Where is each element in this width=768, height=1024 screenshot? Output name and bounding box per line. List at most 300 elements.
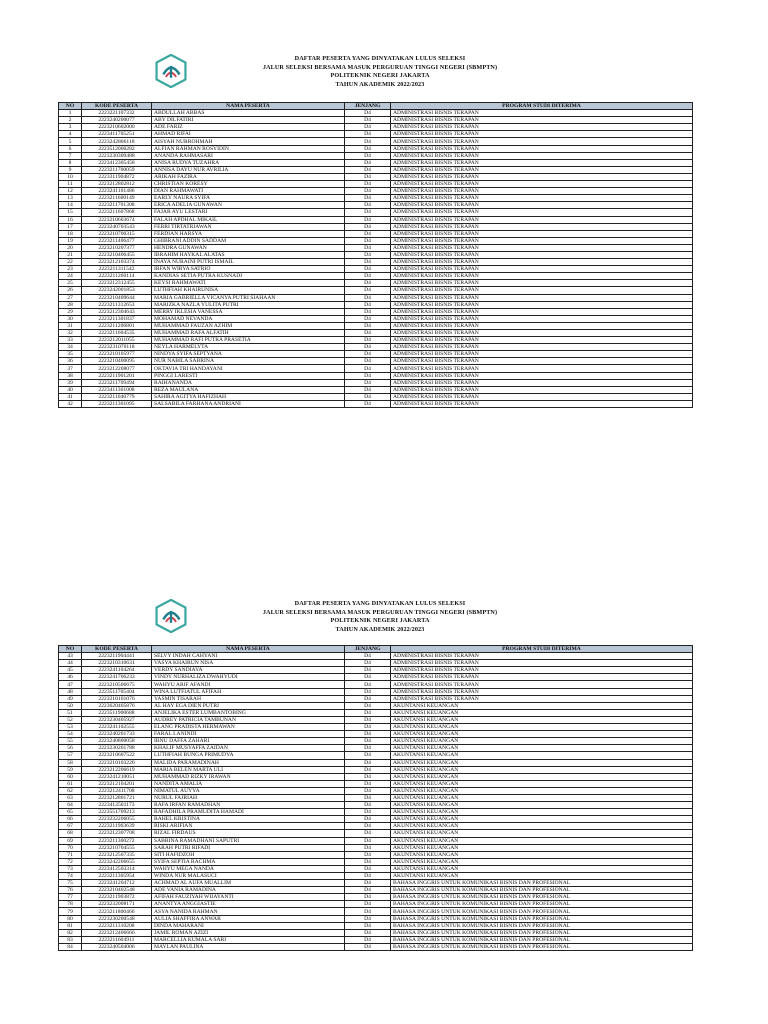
cell-jenjang: D4 — [345, 716, 391, 723]
cell-program-studi: ADMINISTRASI BISNIS TERAPAN — [391, 117, 693, 124]
cell-no: 56 — [59, 745, 82, 752]
cell-nama-peserta: FERDIAN HARSYA — [152, 230, 345, 237]
cell-kode-peserta: 2223211300272 — [82, 837, 152, 844]
table-row — [59, 865, 693, 872]
cell-program-studi: ADMINISTRASI BISNIS TERAPAN — [391, 209, 693, 216]
cell-jenjang: D4 — [345, 330, 391, 337]
table-row — [59, 202, 693, 209]
cell-kode-peserta: 2223242001853 — [82, 287, 152, 294]
cell-jenjang: D4 — [345, 259, 391, 266]
cell-nama-peserta: RAFADHILA PRAMUDITA HAMADI — [152, 809, 345, 816]
cell-jenjang: D4 — [345, 908, 391, 915]
cell-kode-peserta: 2223240200077 — [82, 117, 152, 124]
cell-no: 41 — [59, 393, 82, 400]
table-row — [59, 372, 693, 379]
cell-kode-peserta: 2223242206655 — [82, 858, 152, 865]
table-row — [59, 773, 693, 780]
cell-program-studi: AKUNTANSI KEUANGAN — [391, 823, 693, 830]
cell-no: 26 — [59, 287, 82, 294]
cell-jenjang: D4 — [345, 695, 391, 702]
page-header — [0, 597, 768, 645]
cell-jenjang: D4 — [345, 202, 391, 209]
cell-no: 55 — [59, 738, 82, 745]
cell-program-studi: AKUNTANSI KEUANGAN — [391, 766, 693, 773]
cell-nama-peserta: MERRY IKLESIA VANESSA — [152, 308, 345, 315]
cell-kode-peserta: 2223211903872 — [82, 894, 152, 901]
cell-kode-peserta: 2223411301008 — [82, 386, 152, 393]
cell-no: 19 — [59, 237, 82, 244]
document-page-2 — [0, 597, 768, 950]
cell-program-studi: AKUNTANSI KEUANGAN — [391, 794, 693, 801]
table-body — [59, 110, 693, 408]
cell-kode-peserta: 2223241210051 — [82, 773, 152, 780]
cell-no: 13 — [59, 195, 82, 202]
cell-no: 1 — [59, 110, 82, 117]
column-header-no: NO — [59, 103, 82, 110]
cell-program-studi: BAHASA INGGRIS UNTUK KOMUNIKASI BISNIS DAN PROFESIONAL — [391, 936, 693, 943]
cell-nama-peserta: YASMIN TISARAH — [152, 695, 345, 702]
cell-program-studi: ADMINISTRASI BISNIS TERAPAN — [391, 152, 693, 159]
cell-no: 8 — [59, 159, 82, 166]
cell-kode-peserta: 2223210700315 — [82, 230, 152, 237]
table-row — [59, 273, 693, 280]
document-title-block — [190, 55, 570, 90]
column-header-kode: KODE PESERTA — [82, 646, 152, 653]
cell-program-studi: ADMINISTRASI BISNIS TERAPAN — [391, 337, 693, 344]
table-row — [59, 315, 693, 322]
document-page-1 — [0, 52, 768, 407]
cell-nama-peserta: AL HAY EGA DIEN PUTRI — [152, 702, 345, 709]
cell-no: 40 — [59, 386, 82, 393]
cell-program-studi: ADMINISTRASI BISNIS TERAPAN — [391, 358, 693, 365]
cell-nama-peserta: MUHAMMAD RIZKY IRAWAN — [152, 773, 345, 780]
cell-nama-peserta: MARIA BELEN MARTA ULI — [152, 766, 345, 773]
cell-nama-peserta: ADE VANIA RAMADINA — [152, 887, 345, 894]
cell-program-studi: ADMINISTRASI BISNIS TERAPAN — [391, 223, 693, 230]
cell-nama-peserta: LUTHFIAH KHAIRUNISA — [152, 287, 345, 294]
cell-nama-peserta: HENDRA GUNAWAN — [152, 244, 345, 251]
title-line-3: POLITEKNIK NEGERI JAKARTA — [330, 72, 430, 80]
cell-no: 62 — [59, 787, 82, 794]
cell-nama-peserta: ALFIAN RAHMAN ROSYIDIN — [152, 145, 345, 152]
cell-jenjang: D4 — [345, 936, 391, 943]
cell-jenjang: D4 — [345, 393, 391, 400]
cell-no: 80 — [59, 915, 82, 922]
cell-no: 81 — [59, 922, 82, 929]
table-row — [59, 816, 693, 823]
table-row — [59, 251, 693, 258]
cell-jenjang: D4 — [345, 922, 391, 929]
cell-nama-peserta: IRFAN WIRYA SATRIO — [152, 266, 345, 273]
cell-jenjang: D4 — [345, 117, 391, 124]
cell-nama-peserta: MARIZKA NAZLA YULITA PUTRI — [152, 301, 345, 308]
cell-kode-peserta: 2223412503314 — [82, 865, 152, 872]
table-row — [59, 301, 693, 308]
cell-no: 20 — [59, 244, 82, 251]
cell-program-studi: ADMINISTRASI BISNIS TERAPAN — [391, 280, 693, 287]
cell-nama-peserta: MUHAMMAD RAFI PUTRA PRASETIA — [152, 337, 345, 344]
cell-no: 61 — [59, 780, 82, 787]
table-row — [59, 674, 693, 681]
cell-nama-peserta: SAHIRA AGITYA HAFIZHAH — [152, 393, 345, 400]
cell-kode-peserta: 2223212406666 — [82, 929, 152, 936]
cell-jenjang: D4 — [345, 667, 391, 674]
cell-kode-peserta: 2223210402548 — [82, 887, 152, 894]
cell-jenjang: D4 — [345, 823, 391, 830]
title-line-2: JALUR SELEKSI BERSAMA MASUK PERGURUAN TINGGI NEGERI (SBMPTN) — [262, 608, 498, 616]
cell-program-studi: ADMINISTRASI BISNIS TERAPAN — [391, 688, 693, 695]
table-row — [59, 724, 693, 731]
cell-program-studi: AKUNTANSI KEUANGAN — [391, 738, 693, 745]
page-header — [0, 52, 768, 100]
cell-program-studi: BAHASA INGGRIS UNTUK KOMUNIKASI BISNIS DAN PROFESIONAL — [391, 880, 693, 887]
cell-nama-peserta: RISKI ARIFIAN — [152, 823, 345, 830]
cell-no: 28 — [59, 301, 82, 308]
cell-no: 51 — [59, 709, 82, 716]
table-row — [59, 908, 693, 915]
cell-no: 79 — [59, 908, 82, 915]
cell-program-studi: ADMINISTRASI BISNIS TERAPAN — [391, 138, 693, 145]
cell-jenjang: D4 — [345, 681, 391, 688]
cell-program-studi: ADMINISTRASI BISNIS TERAPAN — [391, 653, 693, 660]
cell-jenjang: D4 — [345, 195, 391, 202]
cell-no: 37 — [59, 365, 82, 372]
cell-no: 64 — [59, 802, 82, 809]
cell-kode-peserta: 2223211311542 — [82, 266, 152, 273]
cell-kode-peserta: 2223210207377 — [82, 244, 152, 251]
table-row — [59, 787, 693, 794]
table-row — [59, 894, 693, 901]
cell-kode-peserta: 2223212104201 — [82, 780, 152, 787]
table-row — [59, 244, 693, 251]
cell-nama-peserta: WINDA NUR MALASUCI — [152, 873, 345, 880]
table-row — [59, 695, 693, 702]
cell-kode-peserta: 2223210704555 — [82, 844, 152, 851]
cell-jenjang: D4 — [345, 110, 391, 117]
cell-nama-peserta: RAHEL KRISTINA — [152, 816, 345, 823]
cell-program-studi: AKUNTANSI KEUANGAN — [391, 802, 693, 809]
cell-program-studi: AKUNTANSI KEUANGAN — [391, 752, 693, 759]
cell-no: 82 — [59, 929, 82, 936]
cell-jenjang: D4 — [345, 181, 391, 188]
table-row — [59, 166, 693, 173]
cell-kode-peserta: 2223411705251 — [82, 131, 152, 138]
cell-nama-peserta: INAYA NURAINI PUTRI ISMAIL — [152, 259, 345, 266]
cell-nama-peserta: MARCELLIA KUMALA SARI — [152, 936, 345, 943]
cell-nama-peserta: LUTHFIAH BUNGA PRIMUDYA — [152, 752, 345, 759]
cell-program-studi: BAHASA INGGRIS UNTUK KOMUNIKASI BISNIS DAN PROFESIONAL — [391, 915, 693, 922]
cell-program-studi: ADMINISTRASI BISNIS TERAPAN — [391, 308, 693, 315]
cell-kode-peserta: 2223212103374 — [82, 259, 152, 266]
cell-jenjang: D4 — [345, 400, 391, 407]
cell-nama-peserta: WAHYU ARIF AFANDI — [152, 681, 345, 688]
cell-nama-peserta: SYIFA SEPTIA RACHMA — [152, 858, 345, 865]
cell-program-studi: ADMINISTRASI BISNIS TERAPAN — [391, 372, 693, 379]
cell-nama-peserta: MOHAMAD NEVANDA — [152, 315, 345, 322]
table-row — [59, 929, 693, 936]
cell-nama-peserta: ANANTYA ANGGIASTIE — [152, 901, 345, 908]
cell-jenjang: D4 — [345, 273, 391, 280]
cell-jenjang: D4 — [345, 731, 391, 738]
cell-nama-peserta: RAIHANANDA — [152, 379, 345, 386]
cell-nama-peserta: IBNU DAFFA ZAHARI — [152, 738, 345, 745]
cell-jenjang: D4 — [345, 358, 391, 365]
cell-kode-peserta: 2223241204712 — [82, 880, 152, 887]
cell-jenjang: D4 — [345, 794, 391, 801]
participants-table — [58, 102, 693, 408]
cell-jenjang: D4 — [345, 773, 391, 780]
cell-kode-peserta: 2223211700059 — [82, 166, 152, 173]
cell-program-studi: AKUNTANSI KEUANGAN — [391, 702, 693, 709]
table-row — [59, 794, 693, 801]
cell-program-studi: AKUNTANSI KEUANGAN — [391, 709, 693, 716]
cell-program-studi: AKUNTANSI KEUANGAN — [391, 830, 693, 837]
table-row — [59, 880, 693, 887]
cell-no: 59 — [59, 766, 82, 773]
table-row — [59, 766, 693, 773]
participants-table — [58, 645, 693, 951]
cell-jenjang: D4 — [345, 780, 391, 787]
cell-program-studi: AKUNTANSI KEUANGAN — [391, 816, 693, 823]
cell-nama-peserta: SALSABILA FARHANA ANDRIANI — [152, 400, 345, 407]
cell-program-studi: ADMINISTRASI BISNIS TERAPAN — [391, 674, 693, 681]
cell-no: 84 — [59, 943, 82, 950]
cell-kode-peserta: 2223231070118 — [82, 344, 152, 351]
table-row — [59, 110, 693, 117]
cell-no: 22 — [59, 259, 82, 266]
cell-kode-peserta: 2223211607868 — [82, 209, 152, 216]
cell-kode-peserta: 2223232008171 — [82, 901, 152, 908]
cell-jenjang: D4 — [345, 365, 391, 372]
cell-jenjang: D4 — [345, 294, 391, 301]
table-row — [59, 702, 693, 709]
cell-no: 48 — [59, 688, 82, 695]
cell-jenjang: D4 — [345, 251, 391, 258]
cell-kode-peserta: 2223511705404 — [82, 688, 152, 695]
cell-no: 42 — [59, 400, 82, 407]
cell-nama-peserta: KEYSI RAHMAWATI — [152, 280, 345, 287]
cell-program-studi: BAHASA INGGRIS UNTUK KOMUNIKASI BISNIS DAN PROFESIONAL — [391, 887, 693, 894]
table-row — [59, 344, 693, 351]
cell-kode-peserta: 2223211310208 — [82, 922, 152, 929]
table-row — [59, 159, 693, 166]
cell-no: 34 — [59, 344, 82, 351]
cell-jenjang: D4 — [345, 844, 391, 851]
cell-nama-peserta: DINDA MAHARANI — [152, 922, 345, 929]
cell-no: 39 — [59, 379, 82, 386]
cell-jenjang: D4 — [345, 322, 391, 329]
cell-nama-peserta: NUR NABILA SABRINA — [152, 358, 345, 365]
cell-jenjang: D4 — [345, 787, 391, 794]
cell-jenjang: D4 — [345, 674, 391, 681]
cell-program-studi: ADMINISTRASI BISNIS TERAPAN — [391, 681, 693, 688]
cell-nama-peserta: SITI HAFIDZOH — [152, 851, 345, 858]
cell-nama-peserta: MAYLAN PAULINA — [152, 943, 345, 950]
cell-kode-peserta: 2223241706233 — [82, 674, 152, 681]
table-row — [59, 209, 693, 216]
title-line-2: JALUR SELEKSI BERSAMA MASUK PERGURUAN TINGGI NEGERI (SBMPTN) — [262, 63, 498, 71]
document-title-block — [190, 600, 570, 635]
table-row — [59, 823, 693, 830]
table-row — [59, 131, 693, 138]
cell-nama-peserta: KHALIF MUSYAFFA ZAIDAN — [152, 745, 345, 752]
cell-jenjang: D4 — [345, 216, 391, 223]
cell-program-studi: AKUNTANSI KEUANGAN — [391, 873, 693, 880]
cell-jenjang: D4 — [345, 315, 391, 322]
table-row — [59, 259, 693, 266]
cell-no: 50 — [59, 702, 82, 709]
table-row — [59, 351, 693, 358]
table-row — [59, 688, 693, 695]
table-row — [59, 759, 693, 766]
table-row — [59, 216, 693, 223]
cell-jenjang: D4 — [345, 880, 391, 887]
cell-program-studi: ADMINISTRASI BISNIS TERAPAN — [391, 251, 693, 258]
cell-program-studi: ADMINISTRASI BISNIS TERAPAN — [391, 124, 693, 131]
cell-kode-peserta: 2223230200548 — [82, 915, 152, 922]
table-row — [59, 653, 693, 660]
cell-no: 67 — [59, 823, 82, 830]
cell-program-studi: ADMINISTRASI BISNIS TERAPAN — [391, 660, 693, 667]
cell-jenjang: D4 — [345, 894, 391, 901]
cell-nama-peserta: AISYAH NURROHMAH — [152, 138, 345, 145]
cell-kode-peserta: 2223412305458 — [82, 159, 152, 166]
cell-nama-peserta: SARAH PUTRI RIFADI — [152, 844, 345, 851]
cell-jenjang: D4 — [345, 816, 391, 823]
column-header-kode: KODE PESERTA — [82, 103, 152, 110]
cell-jenjang: D4 — [345, 223, 391, 230]
table-row — [59, 887, 693, 894]
cell-no: 9 — [59, 166, 82, 173]
cell-no: 21 — [59, 251, 82, 258]
table-row — [59, 181, 693, 188]
cell-kode-peserta: 2223212802812 — [82, 181, 152, 188]
cell-no: 66 — [59, 816, 82, 823]
cell-kode-peserta: 2223240800058 — [82, 738, 152, 745]
cell-program-studi: ADMINISTRASI BISNIS TERAPAN — [391, 365, 693, 372]
cell-no: 5 — [59, 138, 82, 145]
table-row — [59, 752, 693, 759]
table-row — [59, 844, 693, 851]
cell-kode-peserta: 2223210105977 — [82, 351, 152, 358]
cell-jenjang: D4 — [345, 145, 391, 152]
cell-no: 27 — [59, 294, 82, 301]
cell-program-studi: AKUNTANSI KEUANGAN — [391, 865, 693, 872]
cell-no: 31 — [59, 322, 82, 329]
table-row — [59, 358, 693, 365]
cell-jenjang: D4 — [345, 308, 391, 315]
table-body — [59, 653, 693, 951]
cell-kode-peserta: 2223212411708 — [82, 787, 152, 794]
cell-program-studi: AKUNTANSI KEUANGAN — [391, 837, 693, 844]
cell-kode-peserta: 2223211305954 — [82, 873, 152, 880]
cell-kode-peserta: 2223232206055 — [82, 816, 152, 823]
cell-program-studi: ADMINISTRASI BISNIS TERAPAN — [391, 259, 693, 266]
cell-no: 83 — [59, 936, 82, 943]
cell-jenjang: D4 — [345, 280, 391, 287]
cell-nama-peserta: ARIKAH FAZIRA — [152, 173, 345, 180]
cell-jenjang: D4 — [345, 131, 391, 138]
table-row — [59, 809, 693, 816]
cell-kode-peserta: 2223241102555 — [82, 724, 152, 731]
table-row — [59, 266, 693, 273]
cell-kode-peserta: 2223241101486 — [82, 188, 152, 195]
cell-no: 18 — [59, 230, 82, 237]
cell-jenjang: D4 — [345, 230, 391, 237]
cell-kode-peserta: 2223211903639 — [82, 823, 152, 830]
cell-no: 54 — [59, 731, 82, 738]
cell-kode-peserta: 2223212507335 — [82, 851, 152, 858]
title-line-1: DAFTAR PESERTA YANG DINYATAKAN LULUS SELEKSI — [294, 600, 466, 607]
table-row — [59, 117, 693, 124]
cell-program-studi: ADMINISTRASI BISNIS TERAPAN — [391, 166, 693, 173]
cell-no: 35 — [59, 351, 82, 358]
column-header-nama: NAMA PESERTA — [152, 103, 345, 110]
cell-no: 4 — [59, 131, 82, 138]
cell-nama-peserta: WINA LUTFIATUL AFIFAH — [152, 688, 345, 695]
cell-kode-peserta: 2223210101076 — [82, 695, 152, 702]
cell-nama-peserta: MALIDA PARAMADINAH — [152, 759, 345, 766]
cell-kode-peserta: 2223211604535 — [82, 330, 152, 337]
cell-program-studi: ADMINISTRASI BISNIS TERAPAN — [391, 173, 693, 180]
cell-jenjang: D4 — [345, 344, 391, 351]
cell-kode-peserta: 2223512000282 — [82, 145, 152, 152]
cell-program-studi: ADMINISTRASI BISNIS TERAPAN — [391, 202, 693, 209]
cell-kode-peserta: 2223211600149 — [82, 195, 152, 202]
cell-jenjang: D4 — [345, 138, 391, 145]
cell-kode-peserta: 2223210506675 — [82, 681, 152, 688]
cell-nama-peserta: MUHAMMAD FAUZAN AZHIM — [152, 322, 345, 329]
cell-program-studi: ADMINISTRASI BISNIS TERAPAN — [391, 287, 693, 294]
table-row — [59, 337, 693, 344]
cell-no: 43 — [59, 653, 82, 660]
column-header-jenjang: JENJANG — [345, 646, 391, 653]
cell-jenjang: D4 — [345, 351, 391, 358]
cell-kode-peserta: 2223211301095 — [82, 400, 152, 407]
table-row — [59, 681, 693, 688]
cell-jenjang: D4 — [345, 287, 391, 294]
cell-jenjang: D4 — [345, 124, 391, 131]
cell-program-studi: ADMINISTRASI BISNIS TERAPAN — [391, 695, 693, 702]
cell-no: 76 — [59, 887, 82, 894]
cell-jenjang: D4 — [345, 702, 391, 709]
cell-jenjang: D4 — [345, 802, 391, 809]
cell-nama-peserta: CHRISTIAN KORESY — [152, 181, 345, 188]
cell-program-studi: AKUNTANSI KEUANGAN — [391, 759, 693, 766]
cell-jenjang: D4 — [345, 166, 391, 173]
cell-nama-peserta: REZA MAULANA — [152, 386, 345, 393]
cell-no: 49 — [59, 695, 82, 702]
cell-kode-peserta: 2223211312653 — [82, 301, 152, 308]
table-row — [59, 223, 693, 230]
table-row — [59, 386, 693, 393]
cell-nama-peserta: ACHMAD AL AUFA MUALLIM — [152, 880, 345, 887]
cell-nama-peserta: ANNISA DAYU NUR AVRILIA — [152, 166, 345, 173]
cell-program-studi: ADMINISTRASI BISNIS TERAPAN — [391, 110, 693, 117]
cell-nama-peserta: EARLY NAURA SYIFA — [152, 195, 345, 202]
cell-kode-peserta: 2223221107332 — [82, 110, 152, 117]
cell-program-studi: AKUNTANSI KEUANGAN — [391, 787, 693, 794]
cell-program-studi: ADMINISTRASI BISNIS TERAPAN — [391, 159, 693, 166]
table-row — [59, 393, 693, 400]
cell-program-studi: ADMINISTRASI BISNIS TERAPAN — [391, 400, 693, 407]
cell-nama-peserta: ERICA ADELIA GUNAWAN — [152, 202, 345, 209]
cell-no: 12 — [59, 188, 82, 195]
cell-jenjang: D4 — [345, 173, 391, 180]
cell-nama-peserta: VINDY NURHALIZA DWAHYUDI — [152, 674, 345, 681]
table-row — [59, 660, 693, 667]
cell-nama-peserta: ANISA RUDYA TUZAHRA — [152, 159, 345, 166]
